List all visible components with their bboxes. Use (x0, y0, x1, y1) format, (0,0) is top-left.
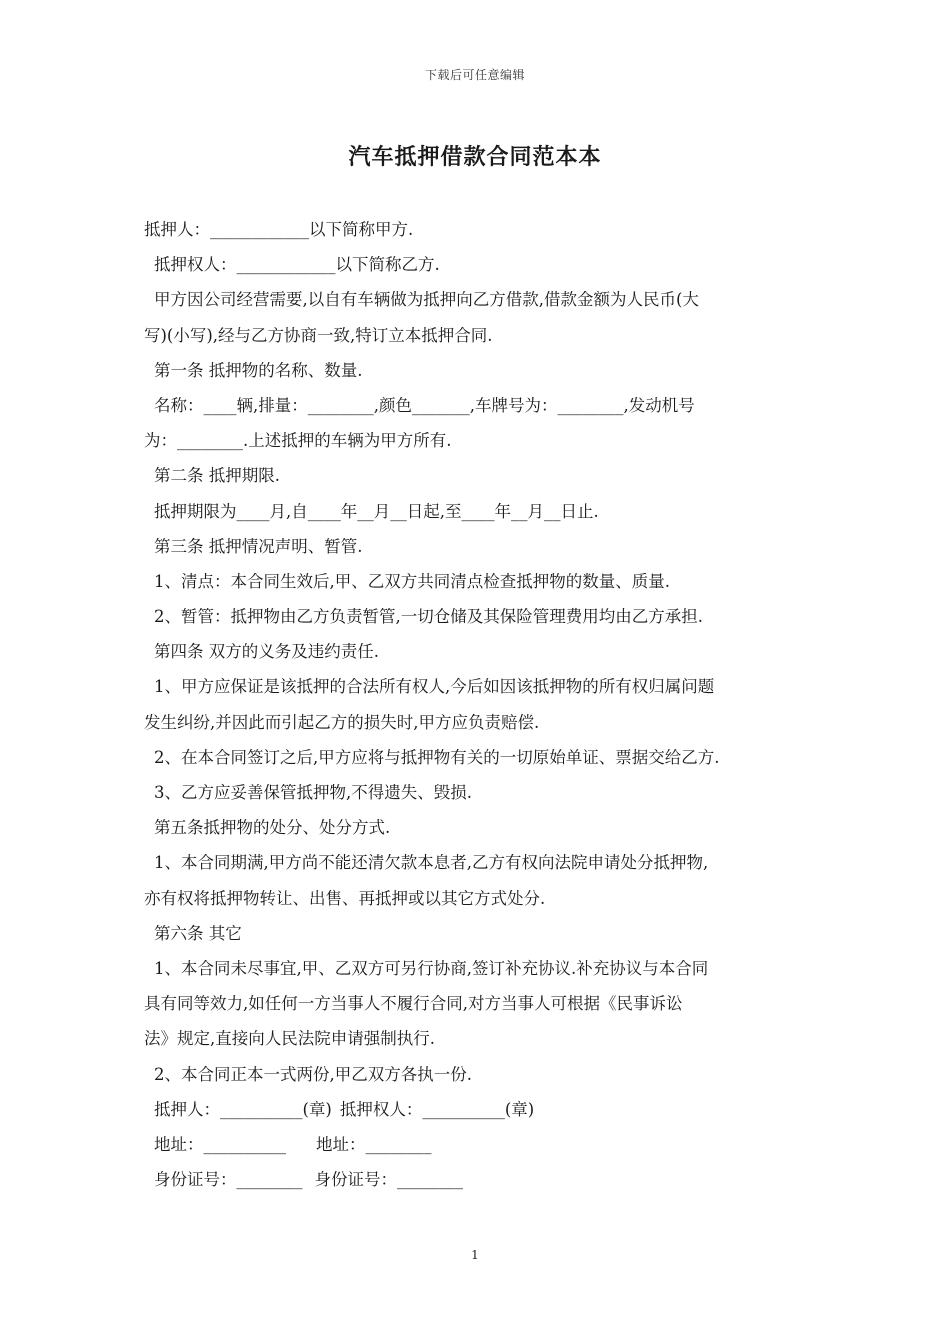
address-mortgagee: 地址：________ (316, 1134, 432, 1154)
contract-line: 1、本合同未尽事宜,甲、乙双方可另行协商,签订补充协议.补充协议与本合同 (154, 958, 709, 978)
contract-line: 第一条 抵押物的名称、数量. (154, 360, 363, 380)
contract-line: 抵押人：____________以下简称甲方. (144, 220, 414, 239)
contract-line: 具有同等效力,如任何一方当事人不履行合同,对方当事人可根据《民事诉讼 (144, 994, 683, 1014)
contract-line: 第五条抵押物的处分、处分方式. (154, 818, 391, 838)
contract-line: 抵押权人：____________以下简称乙方. (154, 255, 440, 275)
contract-line: 抵押期限为____月,自____年__月__日起,至____年__月__日止. (154, 501, 599, 521)
contract-line: 法》规定,直接向人民法院申请强制执行. (144, 1029, 435, 1049)
contract-line: 写)(小写),经与乙方协商一致,特订立本抵押合同. (144, 325, 493, 345)
signature-mortgagor: 抵押人：__________(章) (154, 1099, 332, 1119)
contract-line: 第四条 双方的义务及违约责任. (154, 642, 379, 662)
page-number: 1 (471, 1248, 479, 1262)
contract-line: 第二条 抵押期限. (154, 466, 280, 486)
contract-line: 第六条 其它 (154, 923, 242, 943)
contract-line: 第三条 抵押情况声明、暂管. (154, 536, 363, 556)
id-mortgagor: 身份证号：________ (154, 1170, 303, 1190)
document-body (144, 212, 816, 1197)
id-mortgagee: 身份证号：________ (314, 1170, 463, 1190)
contract-line: 为：________.上述抵押的车辆为甲方所有. (144, 431, 452, 451)
contract-line: 发生纠纷,并因此而引起乙方的损失时,甲方应负责赔偿. (144, 712, 540, 732)
contract-line: 1、清点：本合同生效后,甲、乙双方共同清点检查抵押物的数量、质量. (154, 571, 670, 591)
address-mortgagor: 地址：__________ (154, 1134, 286, 1154)
contract-line: 2、本合同正本一式两份,甲乙双方各执一份. (154, 1064, 472, 1084)
contract-line: 亦有权将抵押物转让、出售、再抵押或以其它方式处分. (144, 888, 546, 908)
contract-line: 2、在本合同签订之后,甲方应将与抵押物有关的一切原始单证、票据交给乙方. (154, 747, 720, 767)
contract-line: 名称：____辆,排量：________,颜色_______,车牌号为：________,发动机号 (154, 395, 695, 415)
signature-mortgagee: 抵押权人：__________(章) (339, 1099, 535, 1119)
contract-line: 3、乙方应妥善保管抵押物,不得遗失、毁损. (154, 783, 472, 802)
signature-row-parties (144, 1092, 816, 1127)
contract-line: 2、暂管：抵押物由乙方负责暂管,一切仓储及其保险管理费用均由乙方承担. (154, 607, 703, 627)
contract-line: 1、甲方应保证是该抵押的合法所有权人,今后如因该抵押物的所有权归属问题 (154, 677, 715, 697)
header-note: 下载后可任意编辑 (424, 68, 525, 82)
signature-row-address (144, 1127, 816, 1162)
contract-line: 甲方因公司经营需要,以自有车辆做为抵押向乙方借款,借款金额为人民币(大 (154, 290, 699, 310)
contract-line: 1、本合同期满,甲方尚不能还清欠款本息者,乙方有权向法院申请处分抵押物, (154, 853, 709, 873)
document-title: 汽车抵押借款合同范本本 (348, 144, 602, 170)
signature-row-id (144, 1162, 816, 1197)
contract-lines (144, 212, 816, 1092)
